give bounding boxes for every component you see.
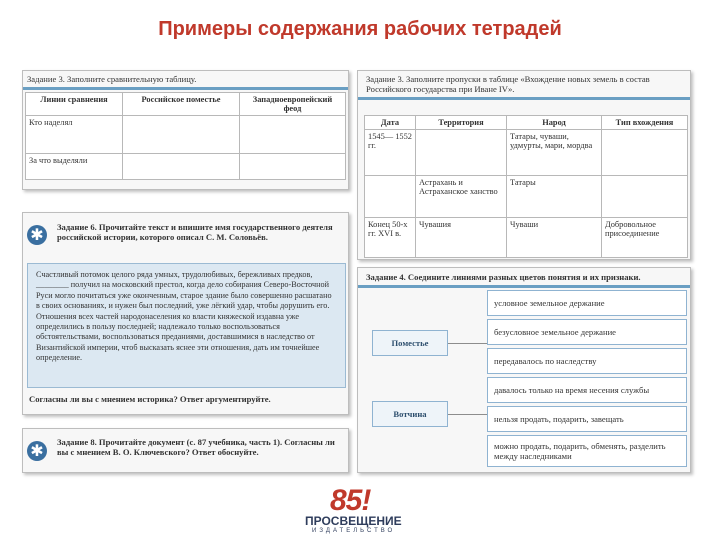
task8-panel: [22, 428, 349, 473]
connector-line: [448, 414, 488, 415]
task3-compare-divider: [23, 87, 349, 90]
task3-fill-table: [364, 115, 688, 258]
fill-cell[interactable]: [602, 130, 688, 176]
compare-header-lines: Линии сравнения: [26, 93, 123, 116]
fill-cell: Астрахань и Астраханское ханство: [416, 176, 507, 218]
concept-pomestie[interactable]: Поместье: [372, 330, 448, 356]
feature-box-2[interactable]: безусловное земельное держание: [487, 319, 687, 345]
feature-box-5[interactable]: нельзя продать, подарить, завещать: [487, 406, 687, 432]
task4-heading: Задание 4. Соедините линиями разных цветов понятия и их признаки.: [366, 272, 641, 282]
publisher-logo-name: ПРОСВЕЩЕНИЕ: [305, 514, 402, 528]
task3-fill-divider: [358, 97, 691, 100]
compare-row-who: Кто наделял: [26, 116, 123, 154]
task8-heading: Задание 8. Прочитайте документ (с. 87 учебника, часть 1). Согласны ли вы с мнением В. О. Ключевского? Ответ обоснуйте.: [57, 437, 335, 457]
task3-compare-heading: Задание 3. Заполните сравнительную таблицу.: [27, 74, 197, 84]
fill-header-people: Народ: [507, 116, 602, 130]
task3-fill-panel: [357, 70, 691, 260]
publisher-logo-sub: ИЗДАТЕЛЬСТВО: [312, 528, 396, 534]
fill-cell[interactable]: [602, 176, 688, 218]
connector-line: [448, 343, 488, 344]
fill-cell: Чувашия: [416, 218, 507, 258]
task3-fill-heading: Задание 3. Заполните пропуски в таблице «Вхождение новых земель в состав Российского государства при Иване IV».: [366, 74, 650, 94]
compare-header-western: Западноевропейский феод: [240, 93, 346, 116]
fill-cell: Конец 50-х гг. XVI в.: [365, 218, 416, 258]
feature-box-4[interactable]: давалось только на время несения службы: [487, 377, 687, 403]
fill-cell: Татары: [507, 176, 602, 218]
page-title: Примеры содержания рабочих тетрадей: [158, 18, 562, 40]
star-icon: ✱: [27, 225, 47, 245]
task6-heading: Задание 6. Прочитайте текст и впишите имя государственного деятеля российской истории, которого описал С. М. Соловьёв.: [57, 222, 333, 242]
star-icon: ✱: [27, 441, 47, 461]
feature-box-1[interactable]: условное земельное держание: [487, 290, 687, 316]
task4-divider: [358, 285, 691, 288]
fill-header-territory: Территория: [416, 116, 507, 130]
compare-row-why: За что выделяли: [26, 154, 123, 180]
task6-panel: [22, 212, 349, 415]
compare-header-russian: Российское поместье: [123, 93, 240, 116]
compare-cell-empty[interactable]: [123, 154, 240, 180]
fill-cell[interactable]: [365, 176, 416, 218]
task6-quote: Счастливый потомок целого ряда умных, трудолюбивых, бережливых предков, ________ получил на московский престол, когда дело собирания Северо-Восточной Руси могло почитаться уже оконченным, старое здание было совершенно расшатано в своих основаниях, и нужен был последний, уже лёгкий удар, чтобы дорушить его. Отношения всех частей народонаселения ко власти княжеской издавна уже определились в пользу последней; надлежало только воспользоваться обстоятельствами, воспользоваться преданиями, доставшимися в наследство от Византийской империи, чтоб высказать яснее эти отношения, дать им точнейшее определение.: [27, 263, 346, 388]
fill-cell: Чуваши: [507, 218, 602, 258]
concept-votchina[interactable]: Вотчина: [372, 401, 448, 427]
fill-cell: Добровольное присоединение: [602, 218, 688, 258]
fill-header-date: Дата: [365, 116, 416, 130]
task4-panel: [357, 267, 691, 473]
fill-header-type: Тип вхождения: [602, 116, 688, 130]
feature-box-6[interactable]: можно продать, подарить, обменять, разделить между наследниками: [487, 435, 687, 467]
task3-compare-panel: [22, 70, 349, 190]
anniversary-logo: 85!: [330, 484, 371, 517]
fill-cell: Татары, чуваши, удмурты, мари, мордва: [507, 130, 602, 176]
fill-cell: 1545— 1552 гг.: [365, 130, 416, 176]
fill-cell[interactable]: [416, 130, 507, 176]
task3-compare-table: [25, 92, 346, 180]
compare-cell-empty[interactable]: [240, 116, 346, 154]
compare-cell-empty[interactable]: [240, 154, 346, 180]
compare-cell-empty[interactable]: [123, 116, 240, 154]
task6-question: Согласны ли вы с мнением историка? Ответ аргументируйте.: [29, 394, 271, 404]
feature-box-3[interactable]: передавалось по наследству: [487, 348, 687, 374]
